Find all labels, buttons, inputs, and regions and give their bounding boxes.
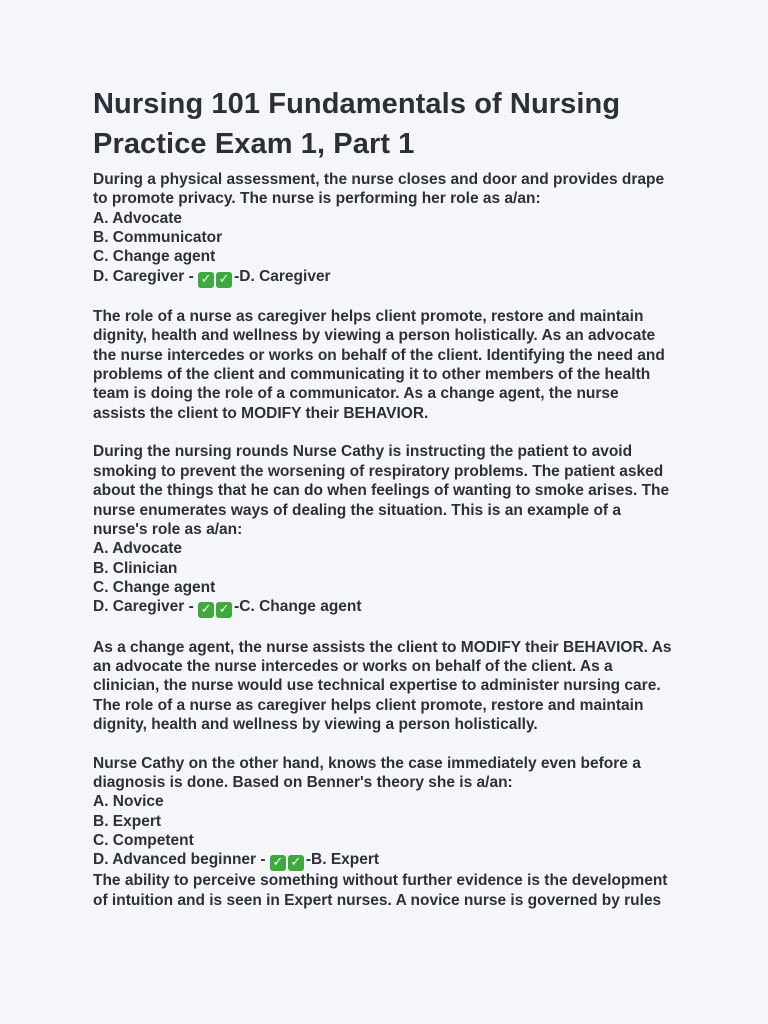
rationale-line: problems of the client and communicating it to other members of the health bbox=[93, 366, 651, 384]
check-mark-icon: ✓ bbox=[216, 272, 232, 288]
rationale-line: an advocate the nurse intercedes or works on behalf of the client. As a bbox=[93, 657, 613, 675]
option-c: C. Competent bbox=[93, 832, 194, 849]
rationale-line: The role of a nurse as caregiver helps client promote, restore and maintain bbox=[93, 308, 644, 326]
question-stem-line: smoking to prevent the worsening of respiratory problems. The patient asked bbox=[93, 462, 664, 480]
rationale-line: team is doing the role of a communicator. As a change agent, the nurse bbox=[93, 385, 619, 403]
option-b: B. Clinician bbox=[93, 559, 178, 577]
title-line: Practice Exam 1, Part 1 bbox=[93, 128, 415, 160]
answer-text: -B. Expert bbox=[305, 851, 380, 869]
option-d: D. Advanced beginner - bbox=[93, 851, 266, 869]
question-stem-line: nurse enumerates ways of dealing the situation. This is an example of a bbox=[93, 501, 622, 519]
rationale-line: assists the client to MODIFY their BEHAVIOR. bbox=[93, 404, 429, 422]
rationale-line: The role of a nurse as caregiver helps client promote, restore and maintain bbox=[93, 696, 644, 714]
paragraph-gap bbox=[93, 288, 693, 307]
rationale-line: dignity, health and wellness by viewing a person holistically. bbox=[93, 715, 538, 733]
option-a: A. Advocate bbox=[93, 209, 183, 227]
option-c: C. Change agent bbox=[93, 578, 216, 596]
option-d-with-answer bbox=[93, 267, 693, 288]
answer-text: -D. Caregiver bbox=[234, 267, 331, 285]
rationale-line: dignity, health and wellness by viewing a person holistically. As an advocate bbox=[93, 327, 656, 345]
option-c: C. Change agent bbox=[93, 248, 216, 266]
option-b: B. Expert bbox=[93, 812, 162, 830]
option-d: D. Caregiver - bbox=[93, 598, 194, 616]
question-stem-line: During the nursing rounds Nurse Cathy is instructing the patient to avoid bbox=[93, 443, 633, 461]
check-mark-icon: ✓ bbox=[288, 855, 304, 871]
question-stem-line: to promote privacy. The nurse is performing her role as a/an: bbox=[93, 190, 541, 208]
paragraph-gap bbox=[93, 618, 693, 637]
paragraph-gap bbox=[93, 734, 693, 753]
option-a: A. Advocate bbox=[93, 540, 183, 558]
check-mark-icon: ✓ bbox=[198, 602, 214, 618]
title-line: Nursing 101 Fundamentals of Nursing bbox=[93, 88, 621, 120]
question-3 bbox=[93, 754, 693, 872]
paragraph-gap bbox=[93, 423, 693, 442]
question-stem-line: diagnosis is done. Based on Benner's theory she is a/an: bbox=[93, 773, 513, 791]
rationale-3 bbox=[93, 871, 693, 910]
question-1 bbox=[93, 170, 693, 288]
rationale-2 bbox=[93, 638, 693, 735]
question-2 bbox=[93, 442, 693, 618]
question-stem-line: Nurse Cathy on the other hand, knows the case immediately even before a bbox=[93, 754, 641, 772]
rationale-line: the nurse intercedes or works on behalf of the client. Identifying the need and bbox=[93, 346, 665, 364]
document-body bbox=[93, 170, 693, 910]
rationale-line: As a change agent, the nurse assists the client to MODIFY their BEHAVIOR. As bbox=[93, 638, 672, 656]
question-stem-line: During a physical assessment, the nurse closes and door and provides drape bbox=[93, 171, 665, 188]
rationale-line: of intuition and is seen in Expert nurses. A novice nurse is governed by rules bbox=[93, 891, 662, 909]
question-stem-line: nurse's role as a/an: bbox=[93, 520, 243, 538]
check-mark-icon: ✓ bbox=[216, 602, 232, 618]
rationale-1 bbox=[93, 307, 693, 423]
check-mark-icon: ✓ bbox=[270, 855, 286, 871]
answer-text: -C. Change agent bbox=[234, 598, 362, 616]
check-mark-icon: ✓ bbox=[198, 272, 214, 288]
option-d-with-answer bbox=[93, 850, 693, 871]
page-title bbox=[93, 84, 693, 164]
option-a: A. Novice bbox=[93, 793, 164, 811]
question-stem-line: about the things that he can do when feelings of wanting to smoke arises. The bbox=[93, 482, 670, 500]
option-b: B. Communicator bbox=[93, 229, 223, 247]
rationale-line: clinician, the nurse would use technical expertise to administer nursing care. bbox=[93, 677, 661, 695]
rationale-line: The ability to perceive something without further evidence is the development bbox=[93, 872, 668, 890]
option-d: D. Caregiver - bbox=[93, 267, 194, 285]
document-content bbox=[93, 84, 693, 910]
option-d-with-answer bbox=[93, 597, 693, 618]
